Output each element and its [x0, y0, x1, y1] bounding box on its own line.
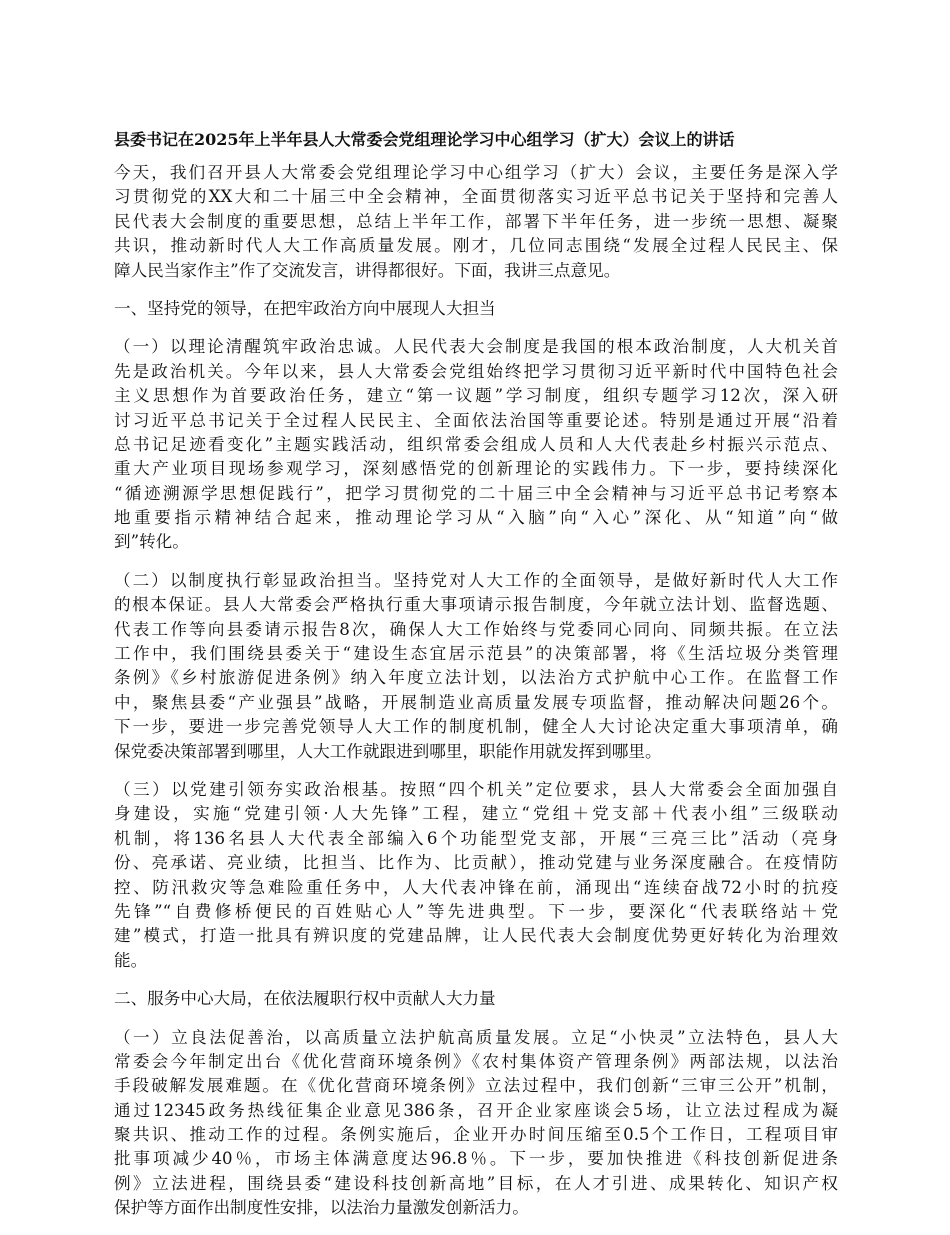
- document-title: 县委书记在2025年上半年县人大常委会党组理论学习中心组学习（扩大）会议上的讲话: [114, 130, 735, 149]
- paragraph: [114, 335, 838, 555]
- section-heading: [114, 987, 838, 1011]
- text-line: 控、防汛救灾等急难险重任务中，人大代表冲锋在前，涌现出“连续奋战72小时的抗疫: [114, 877, 838, 897]
- document-body: [114, 161, 838, 1221]
- text-line: 保党委决策部署到哪里，人大工作就跟进到哪里，职能作用就发挥到哪里。: [114, 741, 662, 761]
- text-line: 主义思想作为首要政治任务，建立“第一议题”学习制度，组织专题学习12次，深入研: [114, 386, 838, 406]
- text-line: 先锋”“自费修桥便民的百姓贴心人”等先进典型。下一步，要深化“代表联络站＋党: [114, 901, 838, 921]
- text-line: 到”转化。: [114, 532, 189, 552]
- text-line: 机制，将136名县人大代表全部编入6个功能型党支部，开展“三亮三比”活动（亮身: [114, 828, 838, 848]
- text-line: 通过12345政务热线征集企业意见386条，召开企业家座谈会5场，让立法过程成为凝: [114, 1100, 838, 1120]
- text-line: 障人民当家作主”作了交流发言，讲得都很好。下面，我讲三点意见。: [114, 260, 621, 280]
- text-line: 份、亮承诺、亮业绩，比担当、比作为、比贡献），推动党建与业务深度融合。在疫情防: [114, 853, 838, 873]
- text-line: 地重要指示精神结合起来，推动理论学习从“入脑”向“入心”深化、从“知道”向“做: [114, 508, 838, 528]
- text-line: 习贯彻党的XX大和二十届三中全会精神，全面贯彻落实习近平总书记关于坚持和完善人: [114, 187, 838, 207]
- text-line: 共识，推动新时代人大工作高质量发展。刚才，几位同志围绕“发展全过程人民民主、保: [114, 236, 838, 256]
- text-line: 代表工作等向县委请示报告8次，确保人大工作始终与党委同心同向、同频共振。在立法: [114, 619, 838, 639]
- text-line: 总书记足迹看变化”主题实践活动，组织常委会组成人员和人大代表赴乡村振兴示范点、: [114, 434, 838, 454]
- text-line: 聚共识、推动工作的过程。条例实施后，企业开办时间压缩至0.5个工作日，工程项目审: [114, 1125, 838, 1145]
- text-line: 能。: [114, 950, 148, 970]
- text-line: 先是政治机关。今年以来，县人大常委会党组始终把学习贯彻习近平新时代中国特色社会: [114, 361, 838, 381]
- text-line: 例》立法进程，围绕县委“建设科技创新高地”目标，在人才引进、成果转化、知识产权: [114, 1173, 838, 1193]
- section-heading: [114, 297, 838, 321]
- text-line: 重大产业项目现场参观学习，深刻感悟党的创新理论的实践伟力。下一步，要持续深化: [114, 459, 838, 479]
- text-line: （二）以制度执行彰显政治担当。坚持党对人大工作的全面领导，是做好新时代人大工作: [114, 570, 838, 590]
- text-line: 身建设，实施“党建引领·人大先锋”工程，建立“党组＋党支部＋代表小组”三级联动: [114, 804, 838, 824]
- text-line: （一）立良法促善治，以高质量立法护航高质量发展。立足“小快灵”立法特色，县人大: [114, 1027, 838, 1047]
- text-line: 建”模式，打造一批具有辨识度的党建品牌，让人民代表大会制度优势更好转化为治理效: [114, 926, 838, 946]
- text-line: 二、服务中心大局，在依法履职行权中贡献人大力量: [114, 989, 496, 1009]
- text-line: 批事项减少40％，市场主体满意度达96.8％。下一步，要加快推进《科技创新促进条: [114, 1149, 838, 1169]
- paragraph: [114, 569, 838, 764]
- paragraph: [114, 161, 838, 283]
- text-line: 一、坚持党的领导，在把牢政治方向中展现人大担当: [114, 298, 496, 318]
- text-line: 讨习近平总书记关于全过程人民民主、全面依法治国等重要论述。特别是通过开展“沿着: [114, 410, 838, 430]
- text-line: 今天，我们召开县人大常委会党组理论学习中心组学习（扩大）会议，主要任务是深入学: [114, 163, 838, 182]
- paragraph: [114, 778, 838, 973]
- text-line: 的根本保证。县人大常委会严格执行重大事项请示报告制度，今年就立法计划、监督选题、: [114, 595, 838, 615]
- text-line: 保护等方面作出制度性安排，以法治力量激发创新活力。: [114, 1198, 529, 1218]
- text-line: 手段破解发展难题。在《优化营商环境条例》立法过程中，我们创新“三审三公开”机制，: [114, 1076, 838, 1096]
- text-line: 工作中，我们围绕县委关于“建设生态宜居示范县”的决策部署，将《生活垃圾分类管理: [114, 644, 838, 664]
- text-line: 中，聚焦县委“产业强县”战略，开展制造业高质量发展专项监督，推动解决问题26个。: [114, 692, 838, 712]
- text-line: 民代表大会制度的重要思想，总结上半年工作，部署下半年任务，进一步统一思想、凝聚: [114, 211, 838, 231]
- document-page: [114, 128, 838, 1235]
- text-line: （三）以党建引领夯实政治根基。按照“四个机关”定位要求，县人大常委会全面加强自: [114, 779, 838, 799]
- text-line: 下一步，要进一步完善党领导人大工作的制度机制，健全人大讨论决定重大事项清单，确: [114, 717, 838, 737]
- paragraph: [114, 1026, 838, 1221]
- text-line: 条例》《乡村旅游促进条例》纳入年度立法计划，以法治方式护航中心工作。在监督工作: [114, 668, 838, 688]
- text-line: （一）以理论清醒筑牢政治忠诚。人民代表大会制度是我国的根本政治制度，人大机关首: [114, 337, 838, 357]
- text-line: “循迹溯源学思想促践行”，把学习贯彻党的二十届三中全会精神与习近平总书记考察本: [114, 483, 838, 503]
- text-line: 常委会今年制定出台《优化营商环境条例》《农村集体资产管理条例》两部法规，以法治: [114, 1051, 838, 1071]
